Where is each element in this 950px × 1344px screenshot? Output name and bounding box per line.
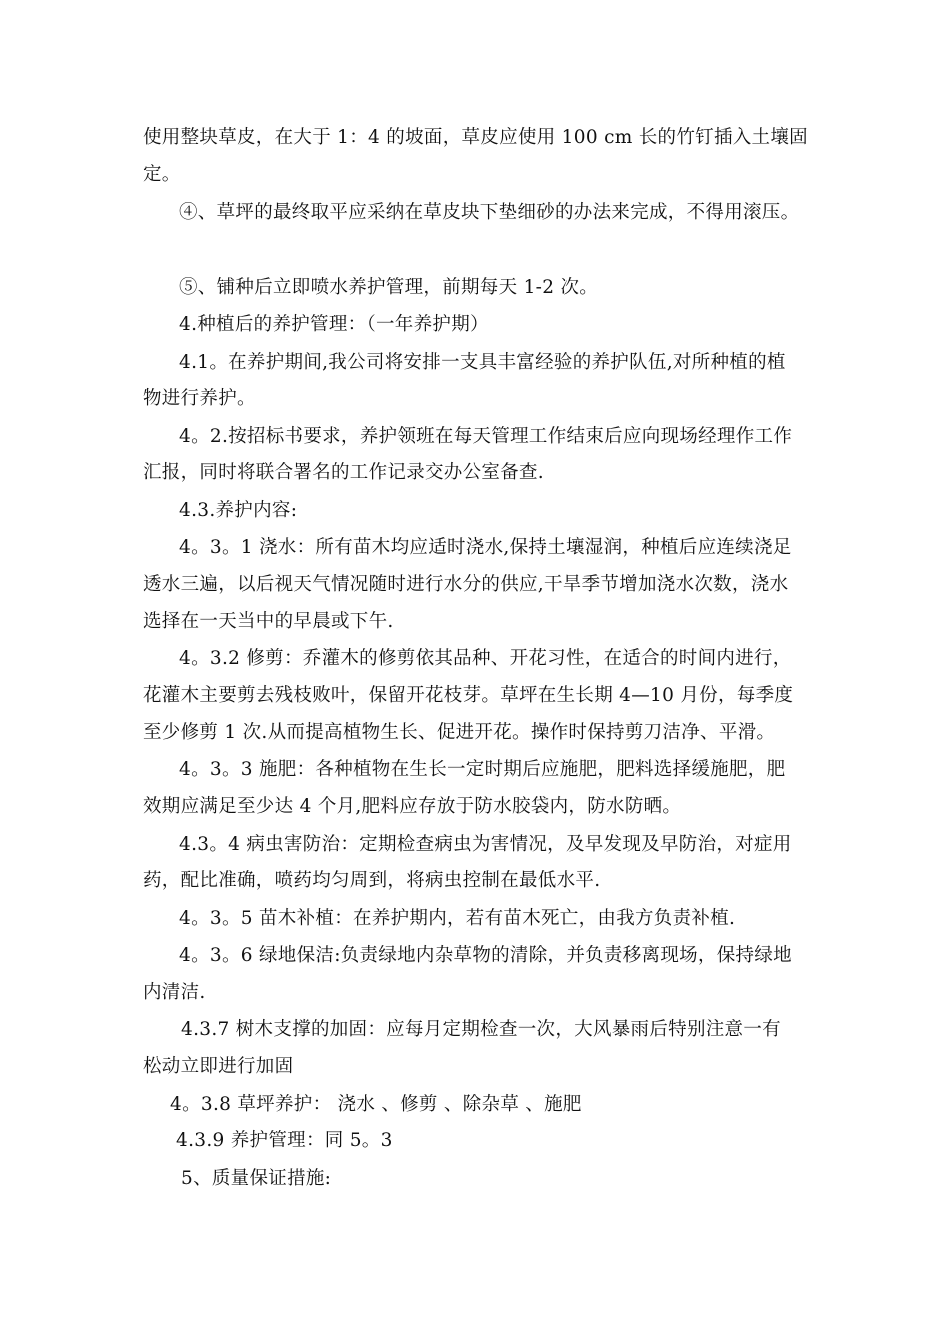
text-line-15: 花灌木主要剪去残枝败叶，保留开花枝芽。草坪在生长期 4—10 月份，每季度	[143, 685, 794, 706]
text-line-13: 选择在一天当中的早晨或下午.	[143, 611, 394, 632]
text-line-24: 4.3.7 树木支撑的加固：应每月定期检查一次，大风暴雨后特别注意一有	[181, 1019, 781, 1040]
text-line-20: 药，配比准确，喷药均匀周到，将病虫控制在最低水平.	[143, 870, 601, 891]
text-line-1: 使用整块草皮，在大于 1：4 的坡面，草皮应使用 100 cm 长的竹钉插入土壤固	[143, 127, 808, 148]
text-line-8: 4。2.按招标书要求，养护领班在每天管理工作结束后应向现场经理作工作	[179, 426, 793, 447]
text-line-10: 4.3.养护内容:	[179, 500, 298, 521]
text-line-11: 4。3。1 浇水：所有苗木均应适时浇水,保持土壤湿润，种植后应连续浇足	[179, 537, 792, 558]
text-line-28: 5、质量保证措施:	[181, 1168, 332, 1189]
text-line-23: 内清洁.	[143, 982, 206, 1003]
text-line-22: 4。3。6 绿地保洁:负责绿地内杂草物的清除，并负责移离现场，保持绿地	[179, 945, 792, 966]
text-line-6: 4.1。在养护期间,我公司将安排一支具丰富经验的养护队伍,对所种植的植	[179, 352, 786, 373]
text-line-27: 4.3.9 养护管理：同 5。3	[176, 1130, 393, 1151]
text-line-12: 透水三遍，以后视天气情况随时进行水分的供应,干旱季节增加浇水次数，浇水	[143, 574, 789, 595]
text-line-2: 定。	[143, 164, 181, 185]
text-line-25: 松动立即进行加固	[143, 1056, 294, 1077]
text-line-4: ⑤、铺种后立即喷水养护管理，前期每天 1-2 次。	[179, 277, 599, 298]
text-line-26: 4。3.8 草坪养护： 浇水 、修剪 、除杂草 、施肥	[170, 1094, 582, 1115]
text-line-3: ④、草坪的最终取平应采纳在草皮块下垫细砂的办法来完成，不得用滚压。	[179, 202, 800, 223]
text-line-16: 至少修剪 1 次.从而提高植物生长、促进开花。操作时保持剪刀洁净、平滑。	[143, 722, 776, 743]
text-line-18: 效期应满足至少达 4 个月,肥料应存放于防水胶袋内，防水防晒。	[143, 796, 682, 817]
text-line-17: 4。3。3 施肥：各种植物在生长一定时期后应施肥，肥料选择缓施肥，肥	[179, 759, 786, 780]
text-line-5: 4.种植后的养护管理：（一年养护期）	[179, 314, 489, 335]
text-line-7: 物进行养护。	[143, 388, 256, 409]
text-line-21: 4。3。5 苗木补植：在养护期内，若有苗木死亡，由我方负责补植.	[179, 908, 736, 929]
text-line-9: 汇报，同时将联合署名的工作记录交办公室备查.	[143, 462, 544, 483]
text-line-14: 4。3.2 修剪：乔灌木的修剪依其品种、开花习性，在适合的时间内进行，	[179, 648, 792, 669]
text-line-19: 4.3。4 病虫害防治：定期检查病虫为害情况，及早发现及早防治，对症用	[179, 834, 792, 855]
